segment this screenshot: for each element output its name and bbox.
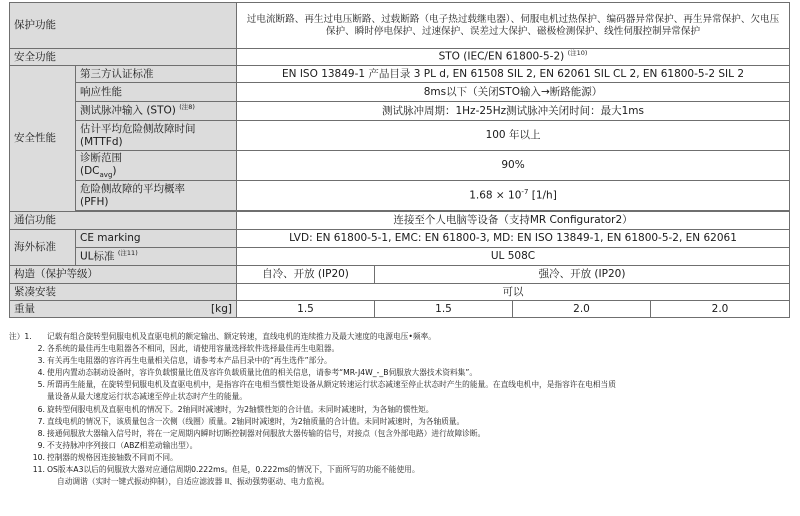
- weight-value-3: 2.0: [513, 301, 651, 318]
- footnote-9: [9, 440, 791, 452]
- footnote-8-text: 接通伺服放大器输入信号时，将在一定周期内瞬时切断控制器对伺服放大器传输的信号，对接点（包含外部电路）进行故障诊断。: [47, 428, 486, 438]
- dc-line-1: 诊断范围: [80, 151, 122, 164]
- overseas-label: 海外标准: [10, 230, 76, 266]
- ul-value: UL 508C: [237, 248, 790, 266]
- weight-value-2: 1.5: [375, 301, 513, 318]
- weight-unit: [kg]: [211, 302, 232, 315]
- footnote-11-num: 11.: [32, 465, 45, 475]
- spec-table: [9, 2, 790, 318]
- footnote-8: [9, 428, 791, 440]
- row-dc: [10, 151, 790, 181]
- mttfd-line-2: (MTTFd): [80, 135, 123, 148]
- footnote-7: [9, 416, 791, 428]
- footnote-3: [9, 355, 791, 367]
- footnote-6-text: 旋转型伺服电机及直驱电机的情况下。2轴同时减速时，为2轴惯性矩的合计值。未同时减速时，为各轴的惯性矩。: [47, 404, 434, 414]
- footnote-10: [9, 452, 791, 464]
- footnote-1: [9, 331, 791, 343]
- row-cert-standard: [10, 66, 790, 83]
- dc-subscript: avg: [99, 170, 113, 179]
- weight-label-cell: [10, 301, 237, 318]
- safety-function-text: STO (IEC/EN 61800-5-2): [438, 50, 565, 63]
- mount-label: 紧凑安装: [10, 284, 237, 301]
- pfh-unit: [1/h]: [528, 189, 557, 202]
- ul-text: UL标准: [80, 250, 115, 263]
- row-mttfd: [10, 121, 790, 151]
- row-comm: [10, 212, 790, 230]
- footnote-5: [9, 379, 791, 391]
- footnote-5-cont-text: 量设备从最大速度运行状态减速至停止状态时产生的能量。: [47, 392, 247, 402]
- protection-line-2: 保护、瞬时停电保护、过速保护、误差过大保护、磁极检测保护、线性伺服控制异常保护: [325, 25, 701, 37]
- footnote-11-text: OS版本A3以后的伺服放大器对应通信周期0.222ms。但是，0.222ms的情况下，下面所写的功能不能使用。: [47, 465, 420, 475]
- protection-line-1: 过电流断路、再生过电压断路、过载断路（电子热过载继电器）、伺服电机过热保护、编码器异常保护、再生异常保护、欠电压: [246, 14, 780, 25]
- footnote-10-num: 10.: [32, 452, 45, 462]
- cert-standard-label: 第三方认证标准: [76, 66, 237, 83]
- mount-value: 可以: [237, 284, 790, 301]
- comm-label: 通信功能: [10, 212, 237, 230]
- footnote-7-num: 7.: [37, 416, 45, 426]
- safety-function-label: 安全功能: [10, 49, 237, 66]
- row-safety-function: [10, 49, 790, 66]
- ul-note: (注11): [117, 248, 138, 257]
- weight-value-4: 2.0: [651, 301, 790, 318]
- footnote-7-text: 直线电机的情况下，该质量包含一次侧（线圈）质量。2轴同时减速时，为2轴质量的合计值。未同时减速时，为各轴质量。: [47, 416, 465, 426]
- structure-left: 自冷、开放 (IP20): [237, 266, 375, 284]
- dc-suffix: ): [112, 164, 117, 177]
- ce-label: CE marking: [76, 230, 237, 248]
- row-protection: [10, 3, 790, 49]
- row-response: [10, 83, 790, 102]
- ul-label: [76, 248, 237, 266]
- footnote-2: [9, 343, 791, 355]
- cert-standard-value: EN ISO 13849-1 产品目录 3 PL d, EN 61508 SIL 2, EN 62061 SIL CL 2, EN 61800-5-2 SIL 2: [237, 66, 790, 83]
- footnote-5-text: 所谓再生能量，在旋转型伺服电机及直驱电机中，是指容许在电相当惯性矩设备从额定转速运行状态减速至停止状态时产生的能量。在直线电机中，是指容许在电相当质: [47, 380, 616, 390]
- pfh-base: 1.68 × 10: [469, 189, 522, 202]
- structure-right: 强冷、开放 (IP20): [375, 266, 790, 284]
- row-mount: [10, 284, 790, 301]
- row-ul: [10, 248, 790, 266]
- footnote-6-num: 6.: [37, 404, 45, 414]
- row-structure: [10, 266, 790, 284]
- mttfd-value: 100 年以上: [237, 121, 790, 151]
- footnote-4: [9, 367, 791, 379]
- pfh-value: [237, 181, 790, 211]
- test-pulse-text: 测试脉冲输入 (STO): [80, 104, 176, 117]
- footnote-4-num: 4.: [37, 368, 45, 378]
- row-pfh: [10, 181, 790, 211]
- footnote-3-text: 有关再生电阻器的容许再生电量相关信息，请参考本产品目录中的“再生选件”部分。: [47, 356, 332, 366]
- footnote-5-num: 5.: [37, 380, 45, 390]
- pfh-exponent: -7: [521, 188, 529, 197]
- structure-label: 构造（保护等级）: [10, 266, 237, 284]
- row-ce: [10, 230, 790, 248]
- footnote-5-cont: [9, 391, 791, 403]
- footnote-1-num: 注）1.: [9, 332, 32, 341]
- footnote-8-num: 8.: [37, 428, 45, 438]
- footnote-11: [9, 464, 791, 476]
- footnotes: [9, 331, 791, 488]
- mttfd-label: [76, 121, 237, 151]
- dc-label: [76, 151, 237, 181]
- pfh-line-1: 危险侧故障的平均概率: [80, 182, 185, 195]
- footnote-1-text: 记载有组合旋转型伺服电机及直驱电机的额定输出、额定转速，直线电机的连续推力及最大速度的电源电压•频率。: [47, 332, 436, 341]
- test-pulse-label: [76, 102, 237, 121]
- row-test-pulse: [10, 102, 790, 121]
- safety-function-value: [237, 49, 790, 66]
- safety-function-note: (注10): [567, 49, 588, 58]
- pfh-label: [76, 181, 237, 211]
- dc-prefix: (DC: [80, 164, 100, 177]
- footnote-4-text: 使用内置动态制动设备时，容许负载惯量比值及容许负载质量比值的相关信息，请参考“MR-J4W_-_B伺服放大器技术资料集”。: [47, 368, 478, 378]
- response-label: 响应性能: [76, 83, 237, 102]
- footnote-10-text: 控制器的规格因连接轴数不同而不同。: [47, 452, 178, 462]
- footnote-2-text: 各系统的最佳再生电阻器各不相同，因此，请使用容量选择软件选择最佳再生电阻器。: [47, 344, 340, 354]
- pfh-line-2: (PFH): [80, 195, 109, 208]
- test-pulse-value: 测试脉冲周期：1Hz-25Hz测试脉冲关闭时间：最大1ms: [237, 102, 790, 121]
- footnote-9-text: 不支持脉冲序列接口（ABZ相差动输出型）。: [47, 440, 198, 450]
- footnote-11-cont-text: 自动调谐（实时一键式振动抑制），自适应滤波器 II、振动强势驱动、电力监视。: [57, 477, 330, 487]
- weight-value-1: 1.5: [237, 301, 375, 318]
- comm-value: 连接至个人电脑等设备（支持MR Configurator2）: [237, 212, 790, 230]
- test-pulse-note: (注8): [179, 103, 195, 112]
- protection-value: [237, 3, 790, 49]
- footnote-2-num: 2.: [37, 344, 45, 354]
- safety-performance-label: 安全性能: [10, 66, 76, 212]
- mttfd-line-1: 估计平均危险侧故障时间: [80, 122, 196, 135]
- footnote-11-cont: [9, 476, 791, 488]
- response-value: 8ms以下（关闭STO输入→断路能源）: [237, 83, 790, 102]
- ce-value: LVD: EN 61800-5-1, EMC: EN 61800-3, MD: EN ISO 13849-1, EN 61800-5-2, EN 62061: [237, 230, 790, 248]
- footnote-3-num: 3.: [37, 356, 45, 366]
- protection-label: 保护功能: [10, 3, 237, 49]
- footnote-9-num: 9.: [37, 440, 45, 450]
- footnote-6: [9, 404, 791, 416]
- dc-line-2: [80, 165, 232, 179]
- row-weight: [10, 301, 790, 318]
- dc-value: 90%: [237, 151, 790, 181]
- weight-label: 重量: [14, 302, 35, 315]
